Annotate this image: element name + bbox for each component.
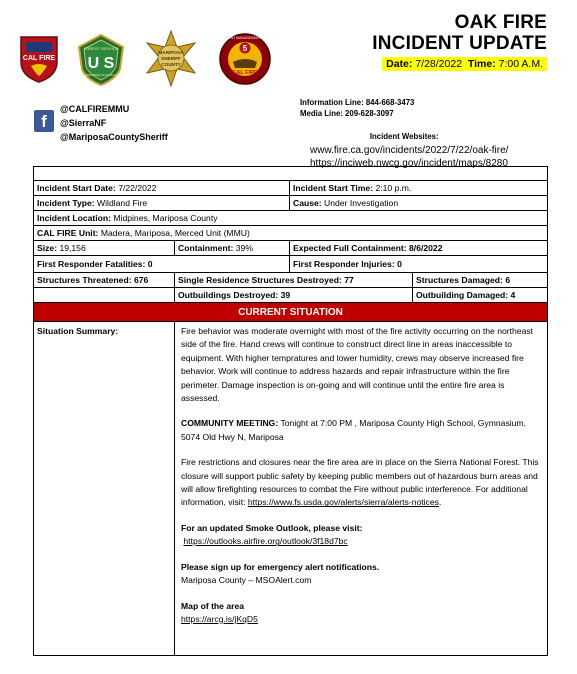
social-handle-calfire[interactable]: @CALFIREMMU: [60, 104, 130, 114]
full-containment-cell: [290, 241, 548, 256]
date-label: Date:: [386, 58, 413, 70]
size-cell: [34, 241, 175, 256]
incident-management-team-logo: [218, 32, 272, 86]
mariposa-text: MARIPOSA: [158, 50, 184, 55]
map-link[interactable]: https://arcg.is/jKqD5: [181, 613, 258, 624]
date-value: 7/28/2022: [415, 58, 463, 70]
contact-info: [300, 97, 414, 119]
type-label: Incident Type:: [37, 198, 95, 208]
mariposa-sheriff-badge: [143, 30, 199, 88]
threatened-cell: [34, 273, 175, 288]
table-row: [34, 196, 548, 211]
map-label: Map of the area: [181, 600, 245, 611]
start-date-value: 7/22/2022: [118, 183, 157, 193]
imt-ring-text: INCIDENT MANAGEMENT TEAM: [219, 36, 271, 40]
information-line: Information Line: 844-668-3473: [300, 98, 415, 107]
media-line: Media Line: 209-628-3097: [300, 109, 394, 118]
damaged-value: 6: [505, 275, 511, 285]
full-containment-value: 8/6/2022: [409, 243, 443, 253]
table-row: [34, 322, 548, 656]
us-dept-text: U.S. DEPARTMENT OF AGRICULTURE: [79, 74, 123, 77]
smoke-outlook: [181, 522, 541, 549]
imt-calfire-text: CAL FIRE: [232, 70, 258, 76]
outbuilding-damaged-cell: [413, 288, 548, 303]
cause-label: Cause:: [293, 198, 322, 208]
social-handles: [60, 102, 168, 144]
closures-text: Fire restrictions and closures near the fire area are in place on the Sierra National Forest. This closure will support public safety by keeping public members out of hazardous burn areas and will allow firefighting resources to combat the Fire without public interference. For additional information, visit:: [181, 457, 539, 508]
forest-service-text: FOREST SERVICE: [83, 46, 119, 51]
website-inciweb[interactable]: https://inciweb.nwcg.gov/incident/maps/8280: [310, 158, 508, 169]
meeting-label: COMMUNITY MEETING:: [181, 418, 279, 429]
closures-period: .: [438, 497, 442, 508]
title-incident-update: INCIDENT UPDATE: [372, 33, 547, 54]
table-row: [34, 273, 548, 288]
damaged-cell: [413, 273, 548, 288]
meeting-text: Tonight at 7:00 PM , Mariposa County High School, Gymnasium, 5074 Old Hwy N, Mariposa: [181, 418, 526, 442]
emergency-alerts: [181, 561, 541, 588]
imt-number: 5: [242, 44, 248, 53]
table-row: [34, 167, 548, 181]
unit-label: CAL FIRE Unit:: [37, 228, 99, 238]
area-map: [181, 600, 541, 627]
incident-websites: [300, 130, 508, 170]
single-destroyed-value: 77: [344, 275, 354, 285]
table-row: [34, 181, 548, 196]
blank-cell: [34, 167, 548, 181]
start-time-label: Incident Start Time:: [293, 183, 374, 193]
type-value: Wildland Fire: [97, 198, 148, 208]
incident-table: [33, 166, 548, 656]
county-text: COUNTY: [161, 62, 181, 67]
current-situation-header: CURRENT SITUATION: [34, 303, 548, 322]
cal-fire-logo: [18, 34, 60, 84]
fatalities-label: First Responder Fatalities:: [37, 259, 146, 269]
blank-cell: [34, 288, 175, 303]
containment-cell: [175, 241, 290, 256]
alert-label: Please sign up for emergency alert notifications.: [181, 561, 380, 572]
outbuildings-destroyed-label: Outbuildings Destroyed:: [178, 290, 279, 300]
date-time-bar: [382, 57, 547, 71]
summary-paragraph-closures: [181, 456, 541, 510]
start-date-label: Incident Start Date:: [37, 183, 116, 193]
summary-paragraph-fire-behavior: Fire behavior was moderate overnight with most of the fire activity occurring on the northeast side of the fire. Hand crews will continue to construct direct line in areas inaccessible to equipment. With higher tempratures and lower humidity, crews may observe increased fire behavior. Work will continue to address hazards and repair infrastructure within the fire perimeter. Damage inspection is on-going and will continue until the entire fire area is assessed.: [181, 326, 534, 404]
outbuilding-damaged-value: 4: [510, 290, 516, 300]
websites-label: Incident Websites:: [369, 132, 439, 141]
single-destroyed-cell: [175, 273, 413, 288]
table-row: [34, 241, 548, 256]
community-meeting: [181, 417, 541, 444]
social-handle-sierranf[interactable]: @SierraNF: [60, 118, 107, 128]
website-calfire[interactable]: www.fire.ca.gov/incidents/2022/7/22/oak-fire/: [310, 145, 509, 156]
injuries-cell: [290, 256, 548, 273]
location-cell: [34, 211, 548, 226]
start-time-cell: [290, 181, 548, 196]
unit-cell: [34, 226, 548, 241]
full-containment-label: Expected Full Containment:: [293, 243, 407, 253]
situation-summary-body: [175, 322, 548, 656]
fatalities-cell: [34, 256, 290, 273]
table-row: [34, 303, 548, 322]
closures-link[interactable]: https://www.fs.usda.gov/alerts/sierra/alerts-notices: [247, 497, 439, 508]
smoke-link[interactable]: https://outlooks.airfire.org/outlook/3f18d7bc: [183, 536, 348, 547]
social-handle-mariposa-sheriff[interactable]: @MariposaCountySheriff: [60, 132, 168, 142]
injuries-value: 0: [397, 259, 402, 269]
table-row: [34, 256, 548, 273]
location-label: Incident Location:: [37, 213, 111, 223]
location-value: Midpines, Mariposa County: [113, 213, 218, 223]
table-row: [34, 211, 548, 226]
title-block: [372, 12, 547, 72]
table-row: [34, 226, 548, 241]
threatened-value: 676: [133, 275, 149, 285]
size-label: Size:: [37, 243, 58, 253]
outbuilding-damaged-label: Outbuilding Damaged:: [416, 290, 509, 300]
damaged-label: Structures Damaged:: [416, 275, 503, 285]
unit-value: Madera, Mariposa, Merced Unit (MMU): [100, 228, 250, 238]
injuries-label: First Responder Injuries:: [293, 259, 395, 269]
sheriff-text: SHERIFF: [161, 56, 181, 61]
alert-text: Mariposa County – MSOAlert.com: [181, 575, 312, 586]
type-cell: [34, 196, 290, 211]
size-value: 19,156: [59, 243, 86, 253]
fatalities-value: 0: [147, 259, 153, 269]
cause-cell: [290, 196, 548, 211]
table-row: [34, 288, 548, 303]
title-oak-fire: OAK FIRE: [454, 12, 547, 33]
cal-fire-text: CAL FIRE: [22, 55, 56, 62]
cause-value: Under Investigation: [324, 198, 399, 208]
us-forest-service-logo: [76, 33, 126, 87]
outbuildings-destroyed-cell: [175, 288, 413, 303]
start-date-cell: [34, 181, 290, 196]
single-destroyed-label: Single Residence Structures Destroyed:: [178, 275, 342, 285]
containment-value: 39%: [235, 243, 253, 253]
threatened-label: Structures Threatened:: [37, 275, 132, 285]
smoke-label: For an updated Smoke Outlook, please visit:: [181, 522, 363, 533]
outbuildings-destroyed-value: 39: [280, 290, 291, 300]
facebook-icon[interactable]: f: [34, 110, 54, 132]
us-text: U S: [87, 55, 115, 72]
time-label: Time:: [467, 58, 496, 70]
time-value: 7:00 A.M.: [498, 58, 543, 70]
start-time-value: 2:10 p.m.: [375, 183, 412, 193]
situation-summary-label: Situation Summary:: [34, 322, 175, 656]
containment-label: Containment:: [178, 243, 234, 253]
